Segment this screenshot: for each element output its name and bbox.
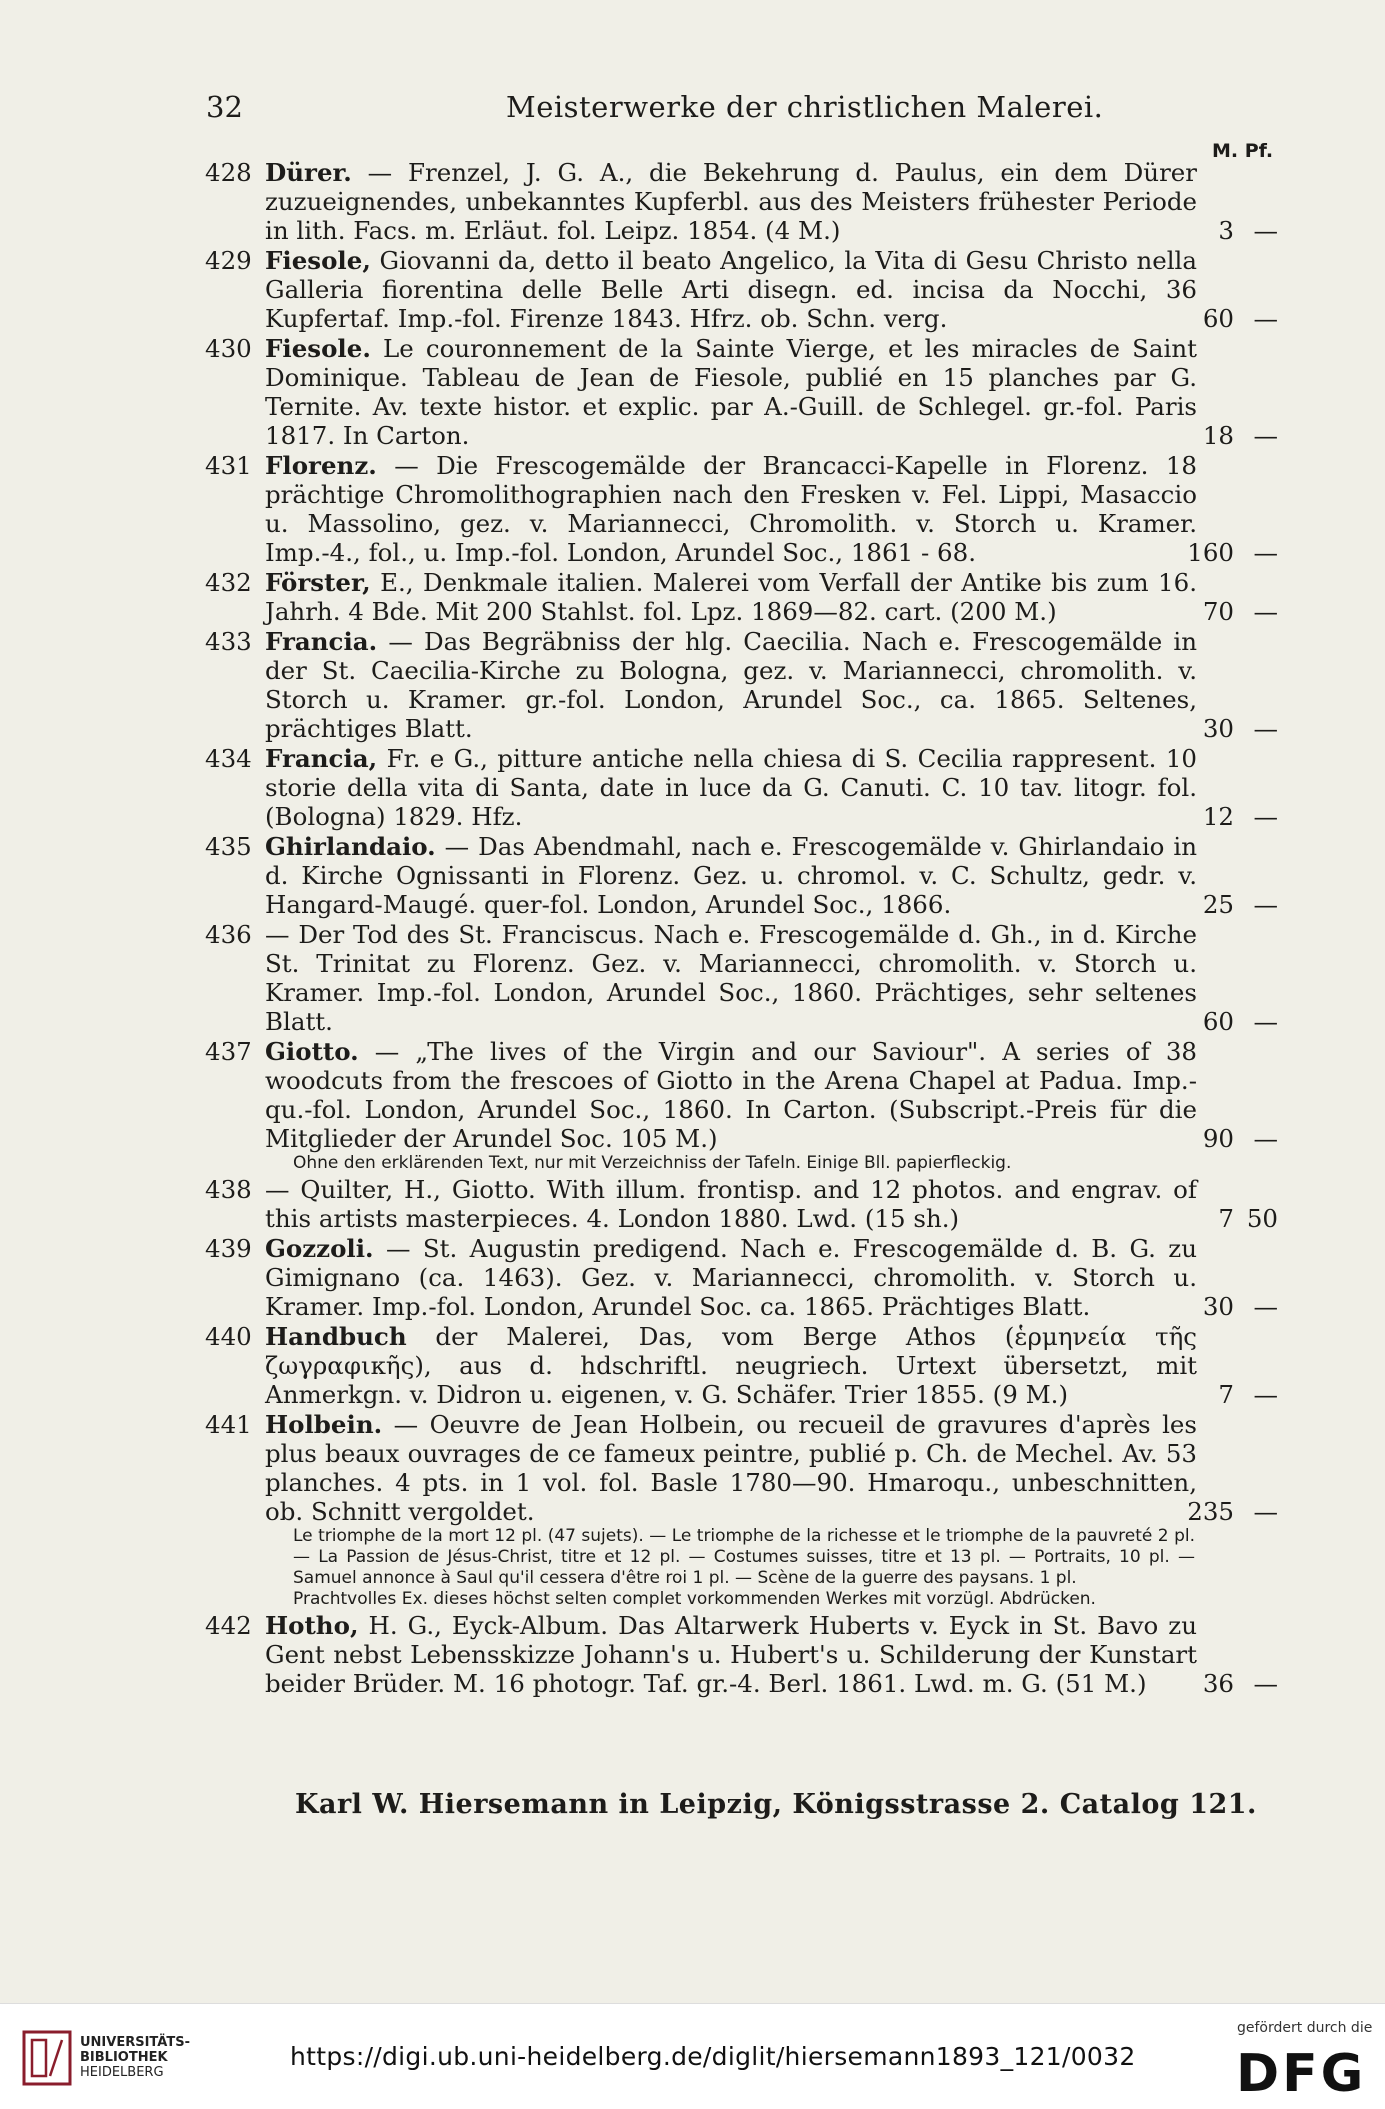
entry-note: Prachtvolles Ex. dieses höchst selten complet vorkommenden Werkes mit vorzügl. Abdrücken. — [293, 1589, 1096, 1609]
entry-price — [1178, 1124, 1278, 1153]
entry-description: — „The lives of the Virgin and our Saviour". A series of 38 woodcuts from the frescoes of Giotto in the Arena Chapel at Padua. Imp.-qu.-fol. London, Arundel Soc., 1860. In Carton. (Subscript.-Preis für die Mitglieder der Arundel Soc. 105 M.) — [265, 1037, 1197, 1153]
catalog-entry — [205, 1322, 1285, 1409]
entry-description: — Quilter, H., Giotto. With illum. frontisp. and 12 photos. and engrav. of this artists masterpieces. 4. London 1880. Lwd. (15 sh.) — [265, 1175, 1197, 1233]
price-pfennig: — — [1253, 304, 1278, 333]
entry-description: — Der Tod des St. Franciscus. Nach e. Frescogemälde d. Gh., in d. Kirche St. Trinitat zu Florenz. Gez. v. Mariannecci, chromolith. v. Storch u. Kramer. Imp.-fol. London, Arundel Soc., 1860. Prächtiges, sehr seltenes Blatt. — [265, 920, 1197, 1036]
catalog-entry — [205, 451, 1285, 567]
entry-description: — Das Begräbniss der hlg. Caecilia. Nach e. Frescogemälde in der St. Caecilia-Kirche zu Bologna, gez. v. Mariannecci, chromolith. v. Storch u. Kramer. gr.-fol. London, Arundel Soc., ca. 1865. Seltenes, prächtiges Blatt. — [265, 627, 1197, 743]
entry-author: Florenz. — [265, 451, 377, 480]
price-marks: 90 — [1202, 1124, 1234, 1153]
entry-number: 442 — [205, 1611, 252, 1640]
catalog-entry — [205, 158, 1285, 245]
price-pfennig: — — [1253, 890, 1278, 919]
entry-text — [265, 1234, 1197, 1321]
price-marks: 60 — [1202, 1007, 1234, 1036]
price-pfennig: — — [1253, 1007, 1278, 1036]
library-name — [80, 2035, 190, 2080]
price-marks: 12 — [1202, 802, 1234, 831]
entry-text — [265, 744, 1197, 831]
catalog-entry — [205, 832, 1285, 919]
entry-author: Francia. — [265, 627, 378, 656]
price-pfennig: — — [1253, 1497, 1278, 1526]
university-library-logo-icon — [22, 2030, 72, 2086]
entry-author: Gozzoli. — [265, 1234, 374, 1263]
entry-description: — Die Frescogemälde der Brancacci-Kapelle in Florenz. 18 prächtige Chromolithographien nach den Fresken v. Fel. Lippi, Masaccio u. Massolino, gez. v. Mariannecci, Chromolith. v. Storch u. Kramer. Imp.-4., fol., u. Imp.-fol. London, Arundel Soc., 1861 - 68. — [265, 451, 1197, 567]
entry-description: — Frenzel, J. G. A., die Bekehrung d. Paulus, ein dem Dürer zuzueignendes, unbekanntes Kupferbl. aus des Meisters frühester Periode in lith. Facs. m. Erläut. fol. Leipz. 1854. (4 M.) — [265, 158, 1197, 245]
entry-price — [1178, 304, 1278, 333]
entry-author: Fiesole. — [265, 334, 371, 363]
entry-price — [1178, 216, 1278, 245]
price-pfennig: — — [1253, 1292, 1278, 1321]
entry-text — [265, 334, 1197, 450]
entry-number: 436 — [205, 920, 252, 949]
catalog-entry — [205, 1410, 1285, 1610]
price-pfennig: — — [1253, 1124, 1278, 1153]
entry-text — [265, 1175, 1197, 1233]
price-pfennig: — — [1253, 1669, 1278, 1698]
catalog-entry — [205, 627, 1285, 743]
entry-note: Ohne den erklärenden Text, nur mit Verzeichniss der Tafeln. Einige Bll. papierfleckig. — [293, 1153, 1012, 1173]
entry-author: Ghirlandaio. — [265, 832, 436, 861]
entry-text — [265, 920, 1197, 1036]
price-pfennig: — — [1253, 216, 1278, 245]
entry-number: 432 — [205, 568, 252, 597]
catalog-entry — [205, 1234, 1285, 1321]
price-pfennig: — — [1253, 1380, 1278, 1409]
entry-price — [1178, 1292, 1278, 1321]
price-marks: 235 — [1187, 1497, 1234, 1526]
price-column-header: M. Pf. — [1212, 140, 1274, 162]
library-name-line-3: HEIDELBERG — [80, 2065, 164, 2080]
entry-number: 441 — [205, 1410, 252, 1439]
entry-author: Förster, — [265, 568, 371, 597]
catalog-entry — [205, 246, 1285, 333]
running-title: Meisterwerke der christlichen Malerei. — [506, 90, 1104, 124]
price-marks: 3 — [1218, 216, 1234, 245]
entry-price — [1178, 1380, 1278, 1409]
catalog-entry — [205, 568, 1285, 626]
price-marks: 18 — [1202, 421, 1234, 450]
viewer-bar — [0, 2003, 1385, 2109]
price-marks: 25 — [1202, 890, 1234, 919]
entry-price — [1178, 538, 1278, 567]
entry-text — [265, 627, 1197, 743]
entry-author: Fiesole, — [265, 246, 371, 275]
price-pfennig: — — [1253, 421, 1278, 450]
entry-text — [265, 1037, 1197, 1153]
entry-price — [1178, 1669, 1278, 1698]
entry-price — [1178, 421, 1278, 450]
price-marks: 36 — [1202, 1669, 1234, 1698]
price-marks: 7 — [1218, 1380, 1234, 1409]
entry-text — [265, 1322, 1197, 1409]
entry-description: Fr. e G., pitture antiche nella chiesa di S. Cecilia rappresent. 10 storie della vita di Santa, date in luce da G. Canuti. C. 10 tav. litogr. fol. (Bologna) 1829. Hfz. — [265, 744, 1197, 831]
entry-number: 430 — [205, 334, 252, 363]
funding-label: gefördert durch die — [1237, 2020, 1373, 2036]
entry-description: — Das Abendmahl, nach e. Frescogemälde v. Ghirlandaio in d. Kirche Ognissanti in Florenz. Gez. u. chromol. v. C. Schultz, gedr. v. Hangard-Maugé. quer-fol. London, Arundel Soc., 1866. — [265, 832, 1197, 919]
entry-text — [265, 451, 1197, 567]
price-marks: 70 — [1202, 597, 1234, 626]
entry-note: Le triomphe de la mort 12 pl. (47 sujets). — Le triomphe de la richesse et le triomphe de la pauvreté 2 pl. — La Passion de Jésus-Christ, titre et 12 pl. — Costumes suisses, titre et 13 pl. — Portraits, 10 pl. — Samuel annonce à Saul qu'il cessera d'être roi 1 pl. — Scène de la guerre des paysans. 1 pl. — [293, 1526, 1195, 1588]
entry-number: 435 — [205, 832, 252, 861]
entry-price — [1178, 1007, 1278, 1036]
entry-text — [265, 568, 1197, 626]
entry-description: — Oeuvre de Jean Holbein, ou recueil de gravures d'après les plus beaux ouvrages de ce fameux peintre, publié p. Ch. de Mechel. Av. 53 planches. 4 pts. in 1 vol. fol. Basle 1780—90. Hmaroqu., unbeschnitten, ob. Schnitt vergoldet. — [265, 1410, 1197, 1526]
library-name-line-2: BIBLIOTHEK — [80, 2050, 168, 2065]
dfg-logo-icon: DFG — [1236, 2044, 1367, 2104]
entry-number: 440 — [205, 1322, 252, 1351]
catalog-entry — [205, 1175, 1285, 1233]
publisher-footer: Karl W. Hiersemann in Leipzig, Königsstrasse 2. Catalog 121. — [295, 1789, 1257, 1820]
catalog-entry — [205, 744, 1285, 831]
catalog-entries — [205, 158, 1285, 1699]
entry-number: 434 — [205, 744, 252, 773]
entry-price — [1178, 890, 1278, 919]
entry-text — [265, 832, 1197, 919]
running-head — [206, 90, 1276, 130]
entry-text — [265, 246, 1197, 333]
price-pfennig: — — [1253, 597, 1278, 626]
entry-author: Dürer. — [265, 158, 352, 187]
entry-number: 437 — [205, 1037, 252, 1066]
price-pfennig: — — [1253, 802, 1278, 831]
entry-author: Handbuch — [265, 1322, 407, 1351]
entry-description: E., Denkmale italien. Malerei vom Verfall der Antike bis zum 16. Jahrh. 4 Bde. Mit 200 Stahlst. fol. Lpz. 1869—82. cart. (200 M.) — [265, 568, 1197, 626]
price-pfennig: — — [1253, 714, 1278, 743]
entry-price — [1178, 802, 1278, 831]
catalog-entry — [205, 1037, 1285, 1174]
entry-price — [1178, 1497, 1278, 1526]
price-marks: 60 — [1202, 304, 1234, 333]
entry-description: — St. Augustin predigend. Nach e. Frescogemälde d. B. G. zu Gimignano (ca. 1463). Gez. v. Mariannecci, chromolith. v. Storch u. Kramer. Imp.-fol. London, Arundel Soc. ca. 1865. Prächtiges Blatt. — [265, 1234, 1197, 1321]
entry-number: 431 — [205, 451, 252, 480]
entry-main — [205, 1037, 1285, 1153]
entry-author: Hotho, — [265, 1611, 359, 1640]
entry-text — [265, 1611, 1197, 1698]
entry-price — [1178, 1204, 1278, 1233]
page-number: 32 — [206, 90, 243, 124]
catalog-entry — [205, 334, 1285, 450]
entry-number: 439 — [205, 1234, 252, 1263]
entry-price — [1178, 714, 1278, 743]
price-marks: 160 — [1187, 538, 1234, 567]
entry-number: 433 — [205, 627, 252, 656]
entry-number: 428 — [205, 158, 252, 187]
catalog-entry — [205, 920, 1285, 1036]
entry-number: 438 — [205, 1175, 252, 1204]
price-marks: 7 — [1218, 1204, 1234, 1233]
entry-text — [265, 158, 1197, 245]
entry-description: Le couronnement de la Sainte Vierge, et les miracles de Saint Dominique. Tableau de Jean de Fiesole, publié en 15 planches par G. Ternite. Av. texte histor. et explic. par A.-Guill. de Schlegel. gr.-fol. Paris 1817. In Carton. — [265, 334, 1197, 450]
entry-author: Holbein. — [265, 1410, 383, 1439]
entry-author: Giotto. — [265, 1037, 359, 1066]
catalog-entry — [205, 1611, 1285, 1698]
price-marks: 30 — [1202, 714, 1234, 743]
permalink-url[interactable]: https://digi.ub.uni-heidelberg.de/diglit/hiersemann1893_121/0032 — [290, 2042, 1136, 2071]
entry-number: 429 — [205, 246, 252, 275]
entry-description: H. G., Eyck-Album. Das Altarwerk Huberts v. Eyck in St. Bavo zu Gent nebst Lebensskizze Johann's u. Hubert's u. Schilderung der Kunstart beider Brüder. M. 16 photogr. Taf. gr.-4. Berl. 1861. Lwd. m. G. (51 M.) — [265, 1611, 1197, 1698]
entry-description: Giovanni da, detto il beato Angelico, la Vita di Gesu Christo nella Galleria fiorentina delle Belle Arti disegn. ed. incisa da Nocchi, 36 Kupfertaf. Imp.-fol. Firenze 1843. Hfrz. ob. Schn. verg. — [265, 246, 1197, 333]
price-pfennig: — — [1253, 538, 1278, 567]
entry-price — [1178, 597, 1278, 626]
price-marks: 30 — [1202, 1292, 1234, 1321]
library-name-line-1: UNIVERSITÄTS- — [80, 2035, 190, 2050]
price-pfennig: 50 — [1246, 1204, 1278, 1233]
entry-description: der Malerei, Das, vom Berge Athos (ἑρμηνεία τῆς ζωγραφικῆς), aus d. hdschriftl. neugriech. Urtext übersetzt, mit Anmerkgn. v. Didron u. eigenen, v. G. Schäfer. Trier 1855. (9 M.) — [265, 1322, 1197, 1409]
entry-author: Francia, — [265, 744, 378, 773]
entry-text — [265, 1410, 1197, 1526]
entry-main — [205, 1410, 1285, 1526]
